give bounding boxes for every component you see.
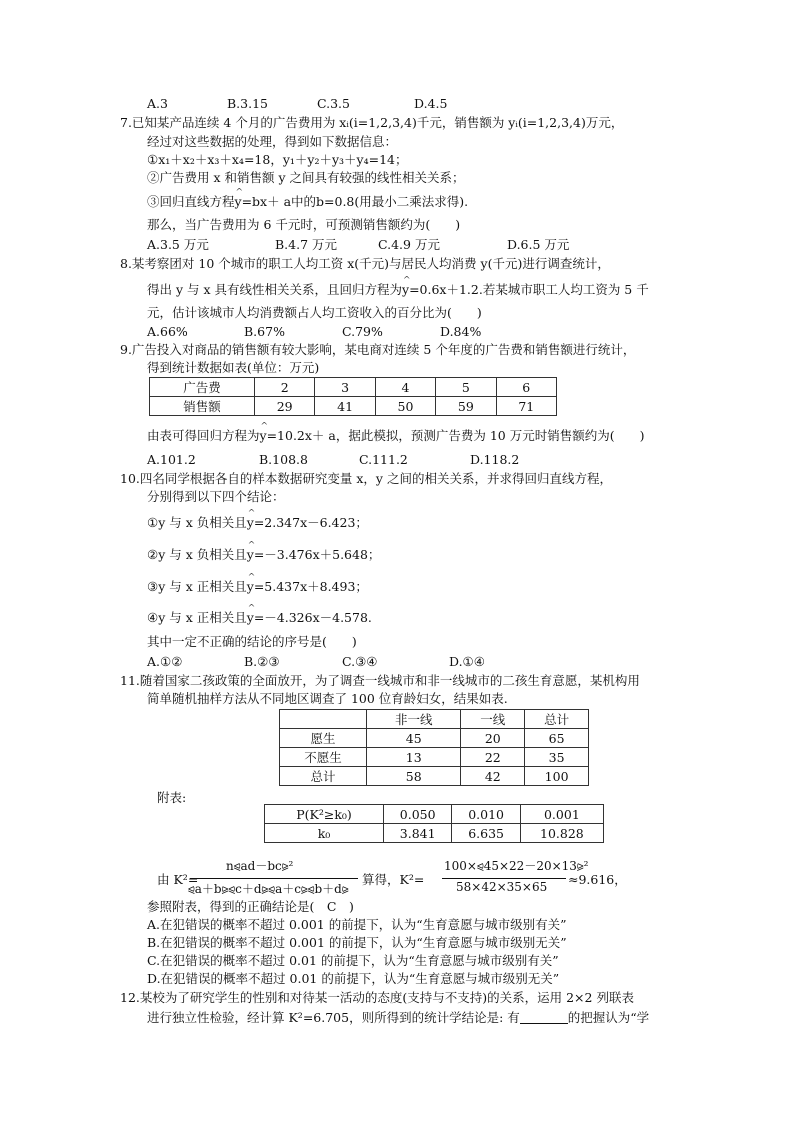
q9-cell: 71 — [496, 397, 556, 416]
q6-option-a: A.3 — [147, 96, 168, 111]
answer-blank — [520, 1011, 568, 1024]
q11-option-c: C.在犯错误的概率不超过 0.01 的前提下，认为“生育意愿与城市级别有关” — [147, 953, 559, 968]
q11-line-1: 11.随着国家二孩政策的全面放开，为了调查一线城市和非一线城市的二孩生育意愿，某机构用 — [120, 673, 640, 688]
appendix-cell: 10.828 — [520, 824, 603, 843]
appendix-cell: 3.841 — [384, 824, 452, 843]
q10-item-3: ③y 与 x 正相关且^ y=5.437x＋8.493； — [147, 579, 368, 595]
q11-cell: 22 — [461, 748, 525, 767]
q9-option-a: A.101.2 — [147, 452, 196, 467]
q10-item-1: ①y 与 x 负相关且^ y=2.347x－6.423； — [147, 515, 368, 531]
q7-line-1: 7.已知某产品连续 4 个月的广告费用为 xᵢ(i=1,2,3,4)千元，销售额为 yᵢ(i=1,2,3,4)万元， — [120, 115, 624, 130]
q10-option-a: A.①② — [147, 654, 183, 669]
q10-item-2: ②y 与 x 负相关且^ y=－3.476x＋5.648； — [147, 547, 380, 563]
appendix-cell: 0.050 — [384, 805, 452, 824]
q11-line-2: 简单随机抽样方法从不同地区调查了 100 位育龄妇女，结果如表. — [147, 691, 508, 706]
q11-cell: 13 — [367, 748, 461, 767]
q11-cell: 58 — [367, 767, 461, 786]
q8-line-3: 元，估计该城市人均消费额占人均工资收入的百分比为( ) — [147, 305, 482, 320]
q7-line-4: ②广告费用 x 和销售额 y 之间具有较强的线性相关关系； — [147, 170, 465, 185]
y-hat: ^ y — [247, 579, 254, 595]
q11-row-label: 总计 — [280, 767, 367, 786]
q9-cell: 3 — [315, 378, 375, 397]
q8-option-a: A.66% — [147, 324, 188, 339]
q12-line-1: 12.某校为了研究学生的性别和对待某一活动的态度(支持与不支持)的关系，运用 2×2 列联表 — [120, 990, 634, 1005]
q8-line-1: 8.某考察团对 10 个城市的职工人均工资 x(千元)与居民人均消费 y(千元)进行调查统计， — [120, 256, 610, 271]
q10-line-1: 10.四名同学根据各自的样本数据研究变量 x，y 之间的相关关系，并求得回归直线方程， — [120, 471, 612, 486]
q11-cell: 100 — [525, 767, 589, 786]
q11-appendix-label: 附表: — [157, 790, 187, 805]
q7-option-d: D.6.5 万元 — [507, 237, 570, 252]
y-hat: ^ y — [260, 428, 267, 444]
appendix-cell: 0.001 — [520, 805, 603, 824]
q9-header: 销售额 — [150, 397, 255, 416]
q6-option-d: D.4.5 — [414, 96, 448, 111]
y-hat: ^ y — [247, 547, 254, 563]
q8-option-b: B.67% — [244, 324, 285, 339]
q9-cell: 29 — [255, 397, 315, 416]
q11-option-b: B.在犯错误的概率不超过 0.001 的前提下，认为“生育意愿与城市级别无关” — [147, 935, 567, 950]
formula-middle: 算得，K²= — [362, 872, 425, 887]
q11-option-a: A.在犯错误的概率不超过 0.001 的前提下，认为“生育意愿与城市级别有关” — [147, 917, 567, 932]
q10-line-2: 分别得到以下四个结论： — [147, 489, 285, 504]
q7-option-c: C.4.9 万元 — [378, 237, 440, 252]
formula-numerator-2: 100×⪨45×22－20×13⪩² — [444, 859, 589, 873]
q9-cell: 2 — [255, 378, 315, 397]
q11-cell: 20 — [461, 729, 525, 748]
q11-line-3: 参照附表，得到的正确结论是( C ) — [147, 899, 354, 914]
q11-header — [280, 710, 367, 729]
q8-line-2: 得出 y 与 x 具有线性相关关系，且回归方程为^ y=0.6x＋1.2.若某城市职工人均工资为 5 千 — [147, 282, 649, 298]
q11-cell: 42 — [461, 767, 525, 786]
q11-header: 非一线 — [367, 710, 461, 729]
q11-cell: 45 — [367, 729, 461, 748]
q7-line-6: 那么，当广告费用为 6 千元时，可预测销售额约为( ) — [147, 217, 461, 232]
q9-header: 广告费 — [150, 378, 255, 397]
formula-prefix: 由 K²= — [157, 872, 199, 887]
q7-line-5: ③回归直线方程^ y=bx＋ a中的b=0.8(用最小二乘法求得). — [147, 194, 468, 210]
q9-table — [149, 377, 557, 416]
q9-line-3: 由表可得回归方程为^ y=10.2x＋ a，据此模拟，预测广告费为 10 万元时销售额约为( ) — [147, 428, 644, 444]
q11-cell: 35 — [525, 748, 589, 767]
formula-numerator-1: n⪨ad－bc⪩² — [226, 859, 294, 873]
appendix-cell: 6.635 — [452, 824, 520, 843]
formula-denominator-2: 58×42×35×65 — [456, 880, 548, 894]
formula-suffix: ≈9.616， — [568, 872, 627, 887]
appendix-header: k₀ — [265, 824, 384, 843]
q6-option-b: B.3.15 — [227, 96, 268, 111]
q9-line-1: 9.广告投入对商品的销售额有较大影响，某电商对连续 5 个年度的广告费和销售额进行统计， — [120, 342, 636, 357]
q11-appendix-table — [264, 804, 604, 843]
appendix-cell: 0.010 — [452, 805, 520, 824]
q6-option-c: C.3.5 — [317, 96, 350, 111]
q9-cell: 5 — [436, 378, 496, 397]
q11-cell: 65 — [525, 729, 589, 748]
q11-option-d: D.在犯错误的概率不超过 0.01 的前提下，认为“生育意愿与城市级别无关” — [147, 971, 560, 986]
fraction-bar-2 — [442, 878, 566, 879]
q11-row-label: 愿生 — [280, 729, 367, 748]
y-hat: ^ y — [247, 515, 254, 531]
q11-header: 一线 — [461, 710, 525, 729]
q10-option-d: D.①④ — [449, 654, 485, 669]
q11-header: 总计 — [525, 710, 589, 729]
formula-denominator-1: ⪨a＋b⪩⪨c＋d⪩⪨a＋c⪩⪨b＋d⪩ — [188, 882, 349, 896]
q9-option-d: D.118.2 — [470, 452, 520, 467]
q8-option-d: D.84% — [440, 324, 482, 339]
y-hat: ^ y — [402, 282, 409, 298]
q7-option-a: A.3.5 万元 — [147, 237, 209, 252]
q11-table — [279, 709, 589, 786]
q12-line-2: 进行独立性检验，经计算 K²=6.705，则所得到的统计学结论是: 有 的把握认为“学 — [147, 1010, 650, 1025]
y-hat: ^ y — [247, 610, 254, 626]
q9-cell: 4 — [375, 378, 435, 397]
q9-line-2: 得到统计数据如表(单位：万元) — [147, 360, 320, 375]
q9-cell: 6 — [496, 378, 556, 397]
appendix-header: P(K²≥k₀) — [265, 805, 384, 824]
fraction-bar-1 — [190, 878, 358, 879]
q10-line-7: 其中一定不正确的结论的序号是( ) — [147, 634, 357, 649]
q10-option-b: B.②③ — [244, 654, 280, 669]
q9-option-b: B.108.8 — [259, 452, 308, 467]
q9-cell: 41 — [315, 397, 375, 416]
q10-item-4: ④y 与 x 正相关且^ y=－4.326x－4.578. — [147, 610, 372, 626]
q9-cell: 50 — [375, 397, 435, 416]
q9-cell: 59 — [436, 397, 496, 416]
q11-row-label: 不愿生 — [280, 748, 367, 767]
q7-option-b: B.4.7 万元 — [275, 237, 338, 252]
q7-line-3: ①x₁＋x₂＋x₃＋x₄=18，y₁＋y₂＋y₃＋y₄=14； — [147, 152, 408, 167]
q8-option-c: C.79% — [342, 324, 383, 339]
y-hat: ^ y — [235, 194, 242, 210]
q10-option-c: C.③④ — [342, 654, 378, 669]
q7-line-2: 经过对这些数据的处理，得到如下数据信息： — [147, 134, 398, 149]
q9-option-c: C.111.2 — [359, 452, 408, 467]
